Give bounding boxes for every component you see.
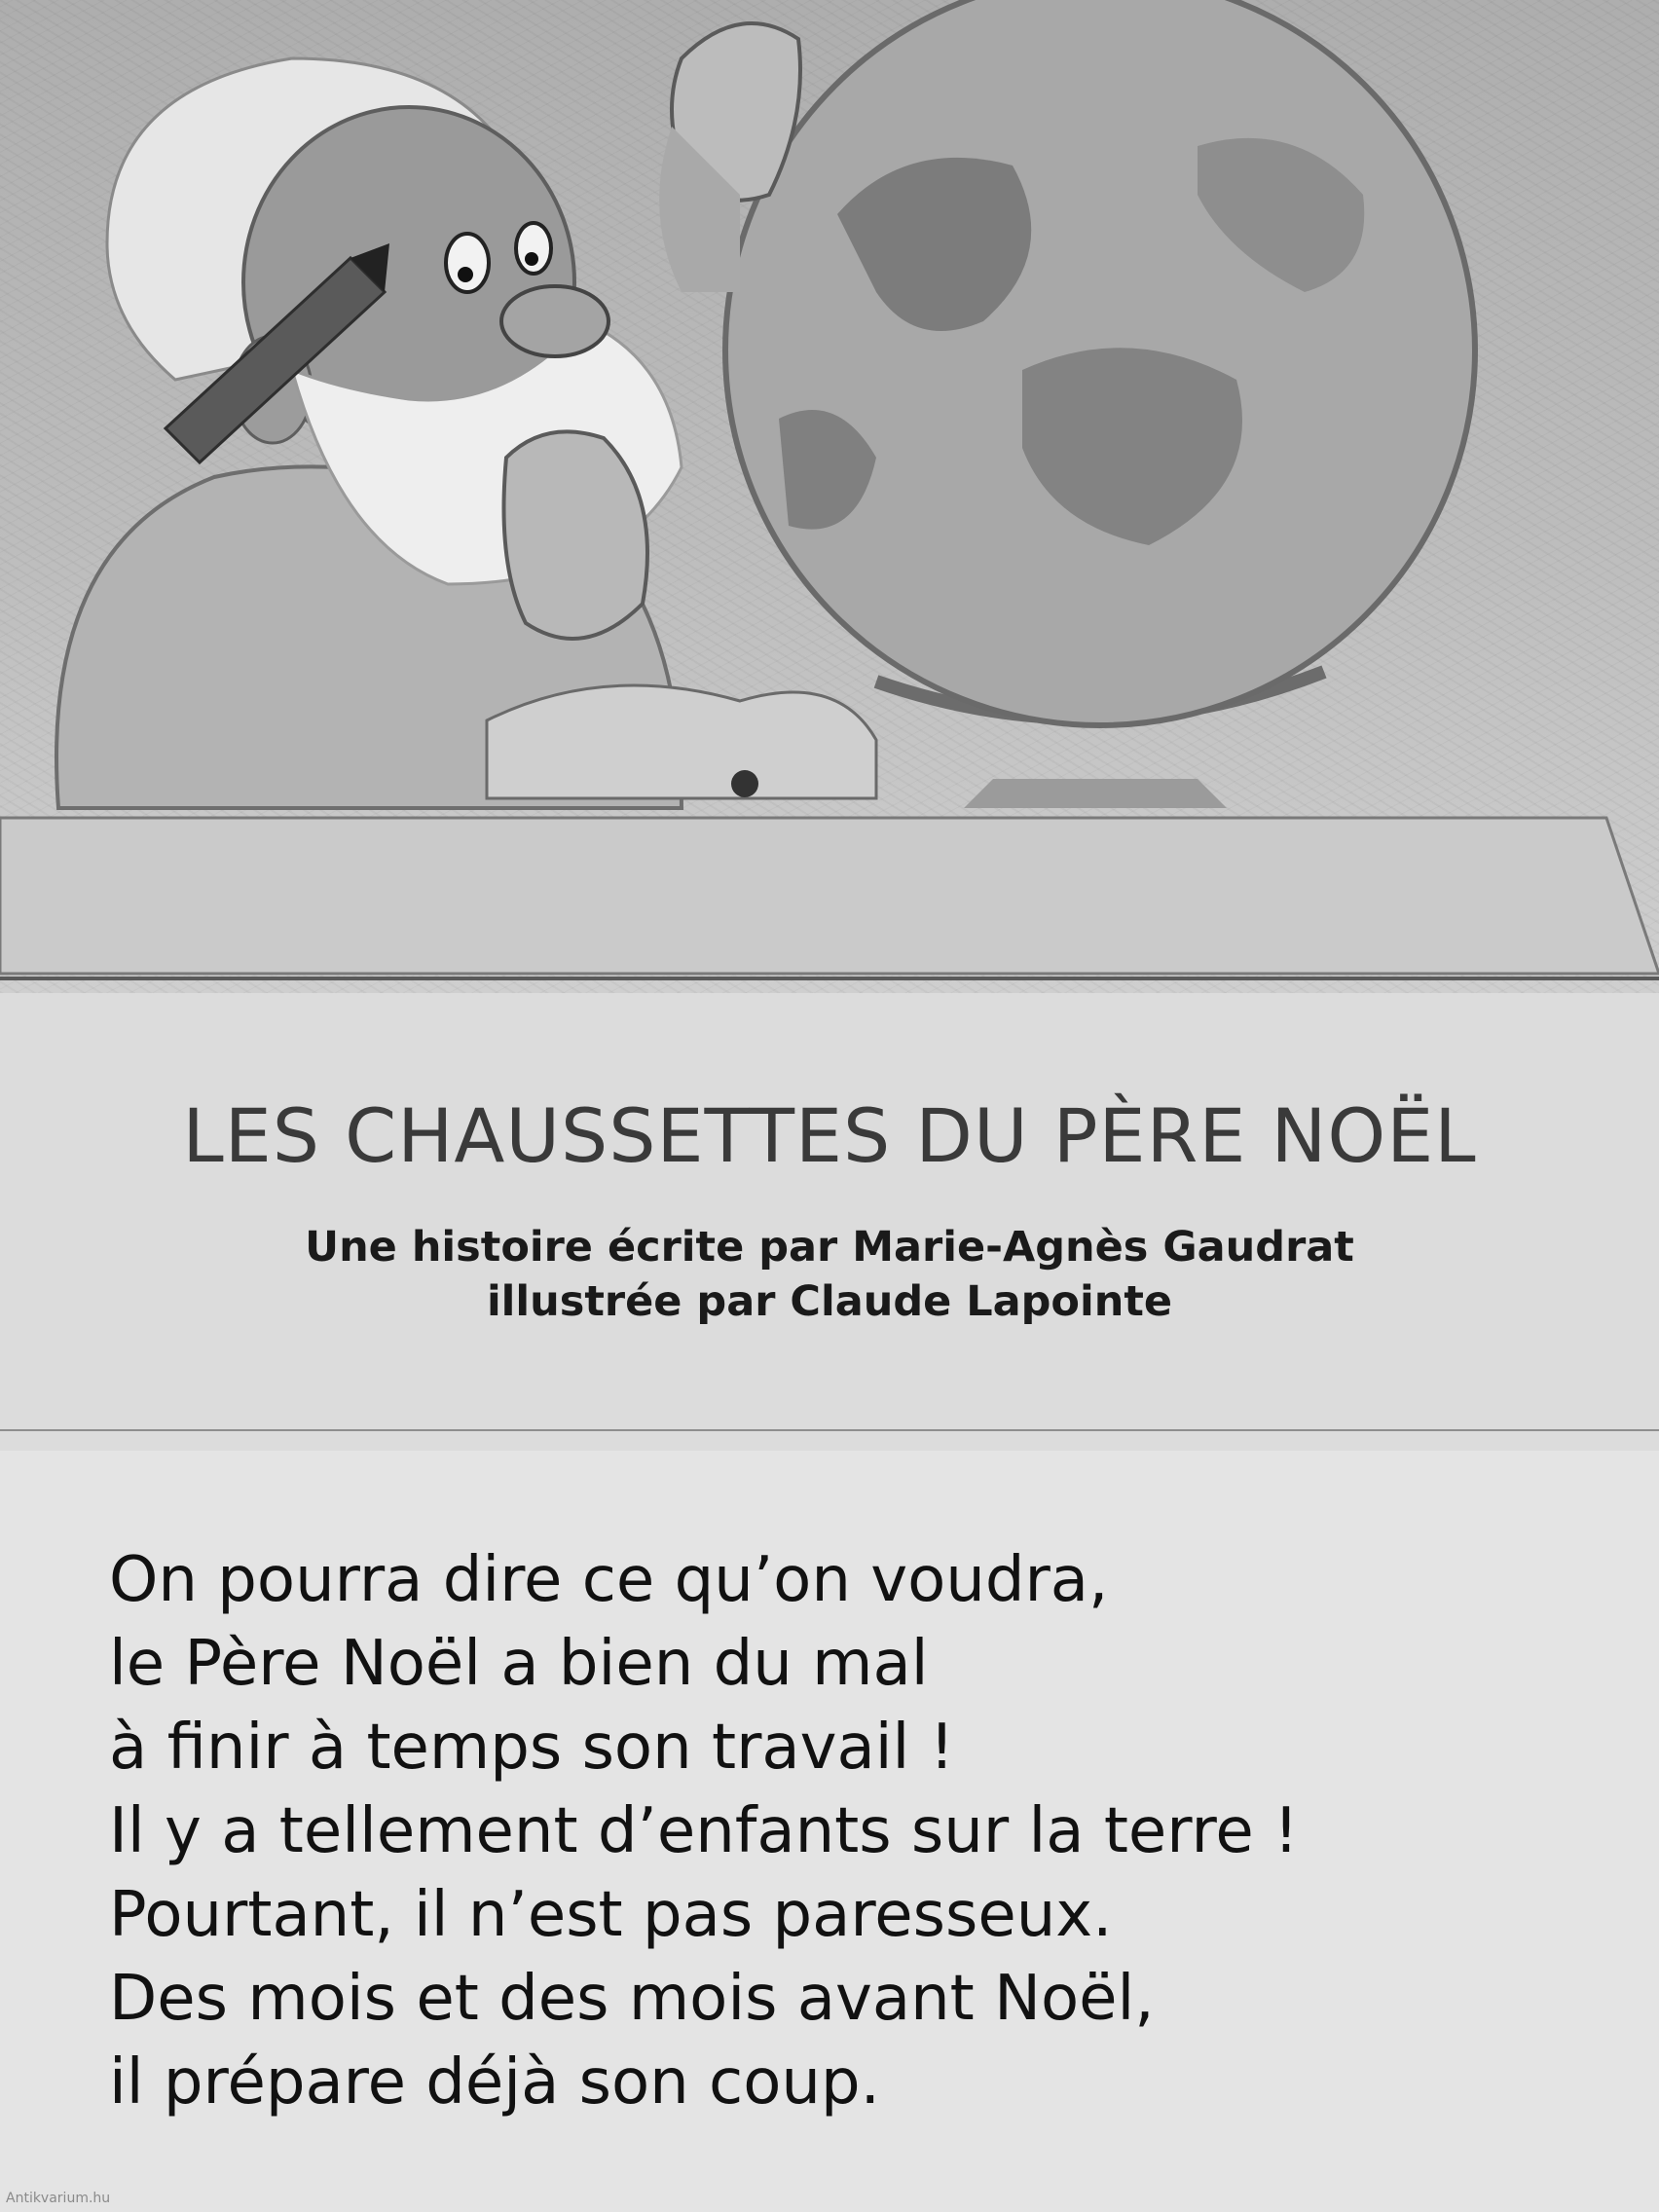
story-line: le Père Noël a bien du mal — [109, 1628, 929, 1700]
story-panel — [0, 1451, 1659, 2212]
globe-icon — [725, 0, 1475, 725]
story-line: Des mois et des mois avant Noël, — [109, 1963, 1155, 2035]
title-panel — [0, 993, 1659, 1451]
illustration — [0, 0, 1659, 993]
santa-illustration — [0, 0, 1659, 993]
story-line: On pourra dire ce qu’on voudra, — [109, 1544, 1109, 1616]
story-line: Pourtant, il n’est pas paresseux. — [109, 1879, 1113, 1951]
story-text — [109, 1538, 1299, 2124]
desk-icon — [0, 818, 1659, 978]
watermark: Antikvarium.hu — [6, 2191, 111, 2206]
page-title: LES CHAUSSETTES DU PÈRE NOËL — [182, 1092, 1477, 1179]
illustrator-credit: illustrée par Claude Lapointe — [486, 1277, 1173, 1326]
story-line: il prépare déjà son coup. — [109, 2046, 880, 2119]
divider — [0, 1429, 1659, 1431]
story-line: à finir à temps son travail ! — [109, 1712, 955, 1784]
book-icon — [487, 685, 876, 798]
author-credit: Une histoire écrite par Marie-Agnès Gaudrat — [305, 1223, 1354, 1272]
story-line: Il y a tellement d’enfants sur la terre ! — [109, 1795, 1299, 1867]
